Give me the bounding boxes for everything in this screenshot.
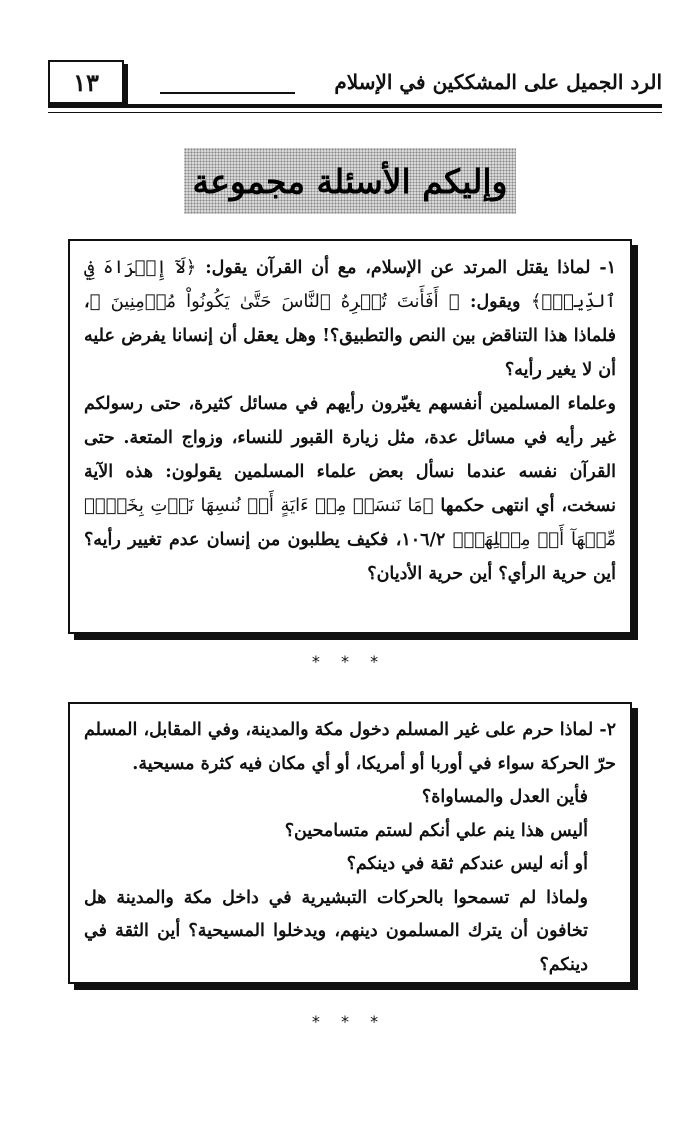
quran-verse-2: ﴿ أَفَأَنتَ تُكۡرِهُ ٱلنَّاسَ حَتَّىٰ يَكُونُواْ مُؤۡمِنِينَ ﴾ [89, 291, 460, 312]
question-1-text-3: ، فلماذا هذا التناقض بين النص والتطبيق؟! وهل يعقل أن إنسانا يفرض عليه أن لا يغير رأيه؟ [84, 292, 616, 380]
separator-stars-2: * * * [311, 1012, 387, 1031]
question-2-number: ٢- [599, 720, 616, 740]
quran-verse-3: ﴿مَا نَنسَخۡ مِنۡ ءَايَةٍ أَوۡ نُنسِهَا نَأۡتِ بِخَيۡرٖ مِّنۡهَآ أَوۡ مِثۡلِهَآۗ﴾ [84, 495, 617, 550]
book-title: الرد الجميل على المشككين في الإسلام [334, 70, 662, 94]
quran-verse-1: ﴿لَآ إِكۡرَاهَ فِي ٱلدِّينِۖ﴾ [84, 257, 617, 312]
question-1-paragraph-1 [84, 251, 616, 387]
question-box-2 [68, 702, 632, 984]
question-2-line-4: أو أنه ليس عندكم ثقة في دينكم؟ [346, 854, 588, 874]
question-2-line-2: فأين العدل والمساواة؟ [421, 787, 588, 807]
question-1-text-1: لماذا يقتل المرتد عن الإسلام، مع أن القرآن يقول: [205, 258, 591, 278]
question-1-text-5: ١٠٦/٢، فكيف يطلبون من إنسان عدم تغيير رأيه؟ أين حرية الرأي؟ أين حرية الأديان؟ [84, 530, 616, 584]
question-1-number: ١- [599, 258, 617, 278]
question-2-line-5: ولماذا لم تسمحوا بالحركات التبشيرية في داخل مكة والمدينة هل تخافون أن يترك المسلمون دينهم، ويدخلوا المسيحية؟ أين الثقة في دينكم؟ [84, 887, 588, 975]
question-2-line-1 [84, 714, 616, 781]
question-2-text-1: لماذا حرم على غير المسلم دخول مكة والمدينة، وفي المقابل، المسلم حرّ الحركة سواء في أوربا أو أمريكا، أو أي مكان فيه كثرة مسيحية. [84, 720, 616, 774]
separator-stars-1: * * * [311, 652, 387, 671]
question-1-paragraph-2 [84, 387, 616, 591]
question-box-1 [68, 239, 632, 634]
section-banner: وإليكم الأسئلة مجموعة [184, 148, 516, 214]
question-2-line-3: أليس هذا ينم علي أنكم لستم متسامحين؟ [284, 820, 588, 841]
header-rule-short [160, 92, 295, 94]
page-number: ١٣ [48, 60, 124, 104]
header-rule-thin [48, 112, 662, 113]
page-header [40, 56, 662, 106]
question-1-text-4: وعلماء المسلمين أنفسهم يغيّرون رأيهم في مسائل كثيرة، حتى رسولكم غير رأيه في مسائل عدة، مثل زيارة القبور للنساء، وزواج المتعة. حتى القرآن نفسه عندما نسأل بعض علماء المسلمين يقولون: هذه الآية نسخت، أي انتهى حكمها [84, 394, 617, 516]
header-rule-thick [48, 104, 662, 108]
question-1-text-2: ويقول: [470, 292, 521, 312]
